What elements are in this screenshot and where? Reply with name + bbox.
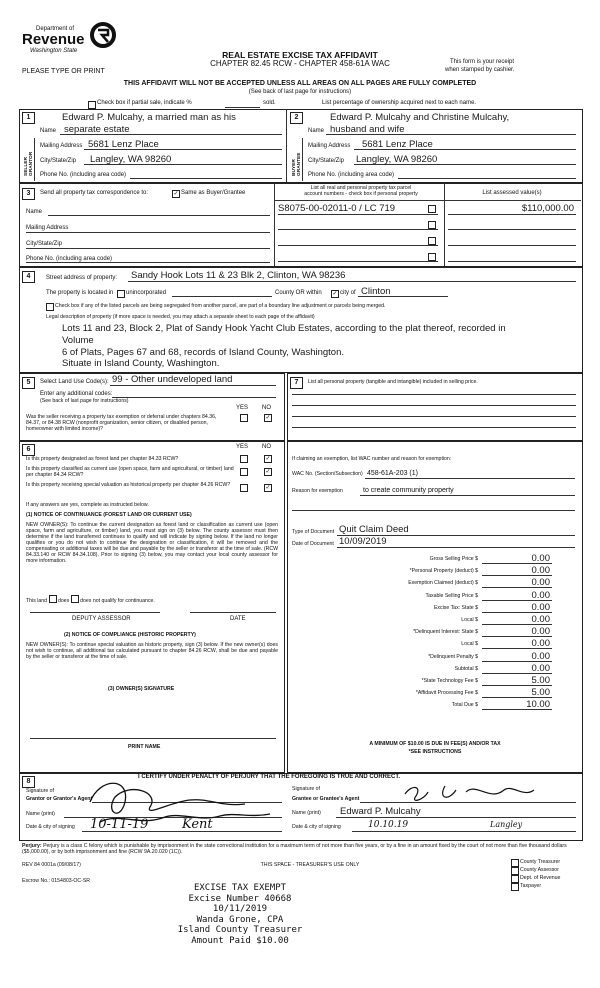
stamp-line-3: 10/11/2019 — [212, 904, 268, 914]
buyer-mailing-label: Mailing Address — [308, 143, 351, 149]
personal-property-checkbox-4[interactable] — [428, 253, 436, 261]
escrow-number: Escrow No.: 0154803-OC-SR — [22, 878, 91, 884]
s3-name-line — [48, 215, 270, 216]
seller-name-line1: Edward P. Mulcahy, a married man as his — [62, 112, 236, 123]
tax-row-label: Local $ — [461, 641, 478, 648]
section-3-number: 3 — [22, 188, 35, 200]
forest-question: Is this property designated as forest land per chapter 84.33 RCW? — [26, 456, 179, 462]
tax-row-label: Exemption Claimed (deduct) $ — [408, 580, 478, 587]
receipt-note1: This form is your receipt — [450, 59, 515, 65]
grantee-date-line — [352, 831, 576, 832]
this-land-label: This land — [26, 598, 48, 604]
doc-date-field[interactable]: 10/09/2019 — [339, 536, 387, 547]
tax-row-line — [482, 600, 552, 601]
see-instructions: (See back of last page for instructions) — [248, 89, 352, 95]
land-use-label: Select Land Use Code(s): — [40, 379, 109, 385]
assessed-line-1 — [448, 214, 576, 215]
tax-row-label: Local $ — [461, 617, 478, 623]
grantee-handwritten-date: 10.10.19 — [368, 820, 409, 830]
legal-desc-label: Legal description of property (if more space is needed, you may attach a separate sheet to each page of the affidavit) — [46, 314, 315, 320]
tax-row-label: *Delinquent Penalty $ — [428, 653, 478, 660]
tax-row-line — [482, 697, 552, 698]
tax-row-value[interactable]: 0.00 — [531, 589, 550, 601]
parcel-header-2: account numbers - check box if personal property — [304, 191, 418, 197]
deputy-line — [30, 612, 160, 613]
tax-row-line — [482, 587, 552, 588]
tax-row-value[interactable]: 0.00 — [531, 626, 550, 638]
tax-row-line — [482, 612, 552, 613]
buyer-name-line — [326, 134, 576, 135]
notice1-title: (1) NOTICE OF CONTINUANCE (FOREST LAND OR CURRENT USE) — [26, 512, 192, 518]
located-in-label: The property is located in — [46, 290, 114, 296]
grantee-name-field[interactable]: Edward P. Mulcahy — [340, 806, 421, 817]
partial-sale-checkbox[interactable] — [88, 101, 96, 109]
unincorporated-checkbox[interactable] — [117, 290, 125, 298]
stamp-line-2: Excise Number 40668 — [188, 893, 292, 904]
reason-label: Reason for exemption — [292, 488, 343, 494]
exemption-no-checkbox[interactable]: ✓ — [265, 415, 271, 421]
parcel-header-line — [274, 200, 581, 201]
parcel-line-2 — [278, 229, 438, 230]
tax-row-label: *Delinquent Interest: State $ — [413, 629, 478, 636]
doc-type-field[interactable]: Quit Claim Deed — [339, 524, 409, 535]
does-label: does — [57, 598, 70, 604]
tax-row-line — [482, 563, 552, 564]
assessed-value-field[interactable]: $110,000.00 — [521, 203, 574, 214]
pp-line-1 — [292, 394, 576, 395]
dept-line3: Washington State — [30, 48, 78, 54]
s5-yes: YES — [236, 405, 249, 411]
doc-type-label: Type of Document — [292, 529, 335, 535]
treasurer-use-only: THIS SPACE - TREASURER'S USE ONLY — [260, 862, 360, 868]
wac-line — [365, 478, 575, 479]
buyer-name-field[interactable]: husband and wife — [330, 124, 405, 135]
tax-row-label: Total Due $ — [451, 702, 478, 709]
tax-row-label: Excise Tax: State $ — [433, 604, 478, 611]
section-6-number: 6 — [22, 444, 35, 456]
partial-sale-label: Check box if partial sale, indicate % — [97, 100, 192, 106]
exemption-yes-checkbox[interactable] — [240, 414, 248, 422]
buyer-mailing-line — [354, 149, 576, 150]
tax-row-label: *State Technology Fee $ — [421, 678, 478, 684]
perjury-block — [22, 843, 580, 855]
tax-row-value[interactable]: 0.00 — [531, 553, 550, 564]
perjury-text: Perjury is a class C felony which is punishable by imprisonment in the state correctional institution for a maximum term of not more than five years, or by a fine in an amount fixed by the court of not more than five thousand dollars ($5,000.00), or by both imprisonment and fine (RCW 9A.20.020 (1C)). — [22, 843, 567, 855]
deputy-date-line — [190, 612, 276, 613]
tax-row-line — [482, 575, 552, 576]
buyer-phone-label: Phone No. (including area code) — [308, 172, 395, 178]
treasurer-stamp — [150, 883, 330, 946]
reason-field[interactable]: to create community property — [363, 487, 454, 494]
dept-line1: Department of — [36, 26, 75, 32]
same-as-buyer-label: Same as Buyer/Grantee — [181, 190, 246, 196]
form-subtitle: CHAPTER 82.45 RCW - CHAPTER 458-61A WAC — [210, 59, 390, 68]
personal-property-checkbox-2[interactable] — [428, 221, 436, 229]
land-use-line — [110, 385, 276, 386]
notice2-text: NEW OWNER(S): To continue special valuation as historic property, sign (3) below. If the new owner(s) does not wish to continue, all additional tax calculated pursuant to chapter 84.26 RCW, shall be due and payable by the seller or transferor at the time of sale. — [26, 642, 278, 660]
tax-row-line — [482, 648, 552, 649]
dept-line2: Revenue — [22, 31, 85, 48]
legal-line-3: 6 of Plats, Pages 67 and 68, records of Island County, Washington. — [62, 347, 344, 358]
city-of-checkbox[interactable]: ✓ — [332, 291, 338, 297]
historic-no-checkbox[interactable]: ✓ — [265, 485, 271, 491]
dept-revenue-label: Dept. of Revenue — [520, 875, 561, 881]
tax-row-value[interactable]: 10.00 — [526, 699, 550, 711]
personal-property-checkbox-1[interactable] — [428, 205, 436, 213]
parcel-header-1: List all real and personal property tax parcel — [310, 185, 412, 191]
reason-line-2 — [292, 510, 575, 511]
taxpayer-label: Taxpayer — [520, 883, 542, 889]
parcel-line-4 — [278, 261, 438, 262]
print-name-label: PRINT NAME — [128, 744, 161, 750]
stamp-line-4: Wanda Grone, CPA — [196, 914, 284, 925]
form-number: REV 84 0001a (09/08/17) — [22, 862, 81, 868]
receipt-note2: when stamped by cashier. — [445, 67, 515, 73]
tax-row-value[interactable]: 0.00 — [531, 614, 550, 625]
pp-line-3 — [292, 416, 576, 417]
grantor-date-label: Date & city of signing — [26, 824, 75, 830]
does-not-checkbox[interactable] — [71, 595, 79, 603]
please-type: PLEASE TYPE OR PRINT — [22, 68, 105, 75]
assessed-line-2 — [448, 229, 576, 230]
s3-name-label: Name — [26, 209, 43, 215]
certify-text: I CERTIFY UNDER PENALTY OF PERJURY THAT THE FOREGOING IS TRUE AND CORRECT. — [138, 774, 401, 780]
seller-phone-line — [130, 178, 282, 179]
buyer-city-label: City/State/Zip — [308, 158, 345, 164]
city-of-label: city of — [340, 290, 356, 296]
seller-side-label: SELLER GRANTOR — [24, 151, 34, 176]
buyer-name-label: Name — [308, 128, 325, 134]
taxpayer-checkbox[interactable] — [511, 883, 519, 891]
segregated-label: Check box if any of the listed parcels are being segregated from another parcel, are part of a boundary line adjustment or parcels being merged. — [55, 303, 386, 309]
send-correspondence-label: Send all property tax correspondence to: — [40, 190, 149, 196]
additional-codes-label: Enter any additional codes: — [40, 391, 113, 397]
buyer-mailing-field[interactable]: 5681 Lenz Place — [362, 139, 433, 150]
buyer-city-field[interactable]: Langley, WA 98260 — [356, 154, 438, 165]
grantor-handwritten-date: 10-11-19 — [90, 817, 149, 832]
grantee-sig-label-1: Signature of — [292, 786, 320, 792]
section-2-number: 2 — [290, 112, 303, 124]
same-as-buyer-checkbox[interactable]: ✓ — [173, 191, 179, 197]
section3-divider — [274, 183, 275, 266]
city-line — [358, 296, 448, 297]
s6-yes: YES — [236, 444, 249, 450]
seller-name-field[interactable]: separate estate — [64, 124, 130, 135]
county-assessor-label: County Assessor — [520, 867, 559, 873]
notice2-title: (2) NOTICE OF COMPLIANCE (HISTORIC PROPERTY) — [64, 632, 196, 638]
seller-phone-label: Phone No. (including area code) — [40, 172, 127, 178]
doc-date-label: Date of Document — [292, 541, 334, 547]
sold-label: sold. — [263, 100, 276, 106]
seller-mailing-line — [84, 149, 282, 150]
perjury-label: Perjury: — [22, 843, 42, 849]
grantor-handwritten-city: Kent — [182, 817, 213, 832]
tax-row-value[interactable]: 0.00 — [531, 638, 550, 650]
percent-line — [225, 107, 260, 108]
personal-property-checkbox-3[interactable] — [428, 237, 436, 245]
owners-sig-line — [30, 738, 276, 739]
pp-line-2 — [292, 405, 576, 406]
assessed-divider — [444, 183, 445, 266]
tax-row-line — [482, 709, 552, 710]
legal-line-4: Situate in Island County, Washington. — [62, 358, 220, 369]
warning-text: THIS AFFIDAVIT WILL NOT BE ACCEPTED UNLESS ALL AREAS ON ALL PAGES ARE FULLY COMPLETED — [123, 80, 477, 87]
minimum-note: A MINIMUM OF $10.00 IS DUE IN FEE(S) AND/OR TAX — [369, 741, 501, 747]
s3-mailing-label: Mailing Address — [26, 225, 69, 231]
tax-row-line — [482, 685, 552, 686]
seller-name-label: Name — [40, 128, 57, 134]
dor-logo-mark-icon — [88, 22, 118, 48]
city-of-field[interactable]: Clinton — [361, 286, 391, 297]
tax-row-label: Subtotal $ — [454, 665, 478, 672]
tax-row-label: *Affidavit Processing Fee $ — [415, 690, 478, 697]
street-line — [128, 281, 576, 282]
assessed-header: List assessed value(s) — [482, 190, 542, 196]
section-7-number: 7 — [290, 377, 303, 389]
tax-row-line — [482, 624, 552, 625]
street-address-field[interactable]: Sandy Hook Lots 11 & 23 Blk 2, Clinton, WA 98236 — [131, 270, 346, 281]
s3-city-label: City/State/Zip — [26, 241, 63, 247]
wac-field[interactable]: 458-61A-203 (1) — [367, 470, 418, 477]
assessed-line-3 — [448, 245, 576, 246]
tax-row-value[interactable]: 0.00 — [531, 577, 550, 589]
stamp-line-1: EXCISE TAX EXEMPT — [193, 883, 287, 893]
parcel-line-3 — [278, 245, 438, 246]
dept-revenue-checkbox[interactable] — [511, 875, 519, 883]
assessed-line-4 — [448, 261, 576, 262]
legal-line-2: Volume — [62, 335, 94, 346]
tax-row-value[interactable]: 0.00 — [531, 565, 550, 577]
seller-city-label: City/State/Zip — [40, 158, 77, 164]
current-use-question: Is this property classified as current use (open space, farm and agricultural, or timber) land per chapter 84.34 RCW? — [26, 466, 234, 478]
doc-date-line — [337, 547, 575, 548]
s3-city-line — [26, 248, 270, 249]
forest-yes-checkbox[interactable] — [240, 455, 248, 463]
tax-row-label: Taxable Selling Price $ — [425, 592, 478, 599]
s3-phone-label: Phone No. (including area code) — [26, 256, 113, 262]
s5-no: NO — [262, 405, 271, 411]
pp-line-4 — [292, 427, 576, 428]
grantee-sig-label-2: Grantee or Grantee's Agent — [292, 796, 360, 802]
land-use-field[interactable]: 99 - Other undeveloped land — [112, 374, 233, 385]
deputy-assessor-label: DEPUTY ASSESSOR — [72, 616, 131, 622]
tax-row-value[interactable]: 0.00 — [531, 601, 550, 613]
s6-no: NO — [262, 444, 271, 450]
section-1-number: 1 — [22, 112, 35, 124]
grantee-date-label: Date & city of signing — [292, 824, 341, 830]
does-checkbox[interactable] — [49, 595, 57, 603]
seller-mailing-field[interactable]: 5681 Lenz Place — [88, 139, 159, 150]
buyer-side-label: BUYER GRANTEE — [292, 152, 302, 176]
additional-codes-line — [112, 397, 276, 398]
see-instructions-note: *SEE INSTRUCTIONS — [408, 749, 462, 755]
exemption-claim-label: If claiming an exemption, list WAC number and reason for exemption: — [292, 456, 452, 462]
street-label: Street address of property: — [46, 275, 118, 281]
seller-mailing-label: Mailing Address — [40, 143, 83, 149]
tax-row-label: Gross Selling Price $ — [429, 556, 478, 562]
if-yes-label: If any answers are yes, complete as instructed below. — [26, 502, 149, 508]
wac-label: WAC No. (Section/Subsection) — [292, 471, 363, 477]
tax-row-value[interactable]: 5.00 — [531, 687, 550, 699]
tax-row-line — [482, 673, 552, 674]
notice1-text: NEW OWNER(S): To continue the current designation as forest land or classification as current use (open space, farm and agriculture, or timber) land, you must sign on (3) below. The county assessor must then determine if the land transferred continues to qualify and will indicate by signing below. If the land no longer qualifies or you do not wish to continue the designation or classification, it will be removed and the compensating or additional taxes will be due and payable by the seller or transferor at the time of sale. (RCW 84.33.140 or RCW 84.34.108). Prior to signing (3) below, you may contact your local county assessor for more information. — [26, 522, 278, 564]
reason-line — [360, 495, 575, 496]
tax-row-value[interactable]: 0.00 — [531, 662, 550, 674]
historic-question: Is this property receiving special valuation as historical property per chapter 84.26 RCW? — [26, 482, 231, 488]
tax-row-line — [482, 661, 552, 662]
county-or-label: County OR within — [275, 290, 322, 296]
does-not-label: does not qualify for continuance. — [80, 598, 155, 604]
s3-mailing-line — [26, 232, 270, 233]
parcel-number-field[interactable]: S8075-00-02011-0 / LC 719 — [278, 203, 396, 214]
legal-line-1: Lots 11 and 23, Block 2, Plat of Sandy Hook Yacht Club Estates, according to the plat thereof, recorded in — [62, 323, 506, 334]
dor-logo — [22, 22, 122, 66]
tax-row-label: *Personal Property (deduct) $ — [409, 568, 478, 575]
buyer-name-line1: Edward P. Mulcahy and Christine Mulcahy, — [330, 112, 510, 123]
deputy-date-label: DATE — [230, 616, 246, 622]
segregated-checkbox[interactable] — [46, 303, 54, 311]
tax-row-line — [482, 636, 552, 637]
buyer-city-line — [354, 164, 576, 165]
county-treasurer-checkbox[interactable] — [511, 859, 519, 867]
owners-signature-label: (3) OWNER(S) SIGNATURE — [108, 686, 175, 692]
unincorporated-label: unincorporated — [126, 290, 167, 296]
grantor-sig-label-2: Grantor or Grantor's Agent — [26, 796, 93, 802]
seller-name-line — [60, 134, 282, 135]
grantee-name-label: Name (print) — [292, 810, 321, 816]
historic-yes-checkbox[interactable] — [240, 484, 248, 492]
grantor-name-label: Name (print) — [26, 811, 55, 817]
grantee-signature — [400, 780, 540, 806]
seller-city-line — [84, 164, 282, 165]
personal-property-label: List all personal property (tangible and intangible) included in selling price. — [308, 379, 478, 385]
form-title: REAL ESTATE EXCISE TAX AFFIDAVIT — [222, 50, 378, 60]
county-assessor-checkbox[interactable] — [511, 867, 519, 875]
section-4-number: 4 — [22, 271, 35, 283]
buyer-side-divider — [302, 138, 303, 181]
seller-side-divider — [34, 138, 35, 181]
tax-row-value[interactable]: 0.00 — [531, 650, 550, 662]
county-treasurer-label: County Treasurer — [520, 859, 561, 865]
exemption-question: Was the seller receiving a property tax exemption or deferral under chapters 84.36, 84.37, or 84.38 RCW (nonprofit organization, senior citizen, or disabled person, homeowner with limited income)? — [26, 414, 217, 432]
parcel-line-1 — [278, 214, 438, 215]
s3-phone-line — [26, 262, 270, 263]
list-percentage: List percentage of ownership acquired next to each name. — [322, 100, 477, 106]
qualify-line — [26, 594, 155, 604]
stamp-line-5: Island County Treasurer — [177, 925, 303, 935]
current-use-yes-checkbox[interactable] — [240, 468, 248, 476]
section-8-number: 8 — [22, 776, 35, 788]
grantee-handwritten-city: Langley — [490, 820, 523, 829]
forest-no-checkbox[interactable]: ✓ — [265, 456, 271, 462]
seller-city-field[interactable]: Langley, WA 98260 — [90, 154, 172, 165]
buyer-phone-line — [398, 178, 576, 179]
section-5-number: 5 — [22, 377, 35, 389]
current-use-no-checkbox[interactable]: ✓ — [265, 469, 271, 475]
see-back-label: (See back of last page for instructions) — [40, 398, 129, 404]
grantor-sig-label-1: Signature of — [26, 788, 54, 794]
tax-row-value[interactable]: 5.00 — [531, 675, 550, 686]
grantee-name-line — [336, 817, 576, 818]
stamp-line-6: Amount Paid $10.00 — [191, 935, 289, 946]
parties-divider — [286, 109, 287, 182]
county-line — [172, 296, 272, 297]
